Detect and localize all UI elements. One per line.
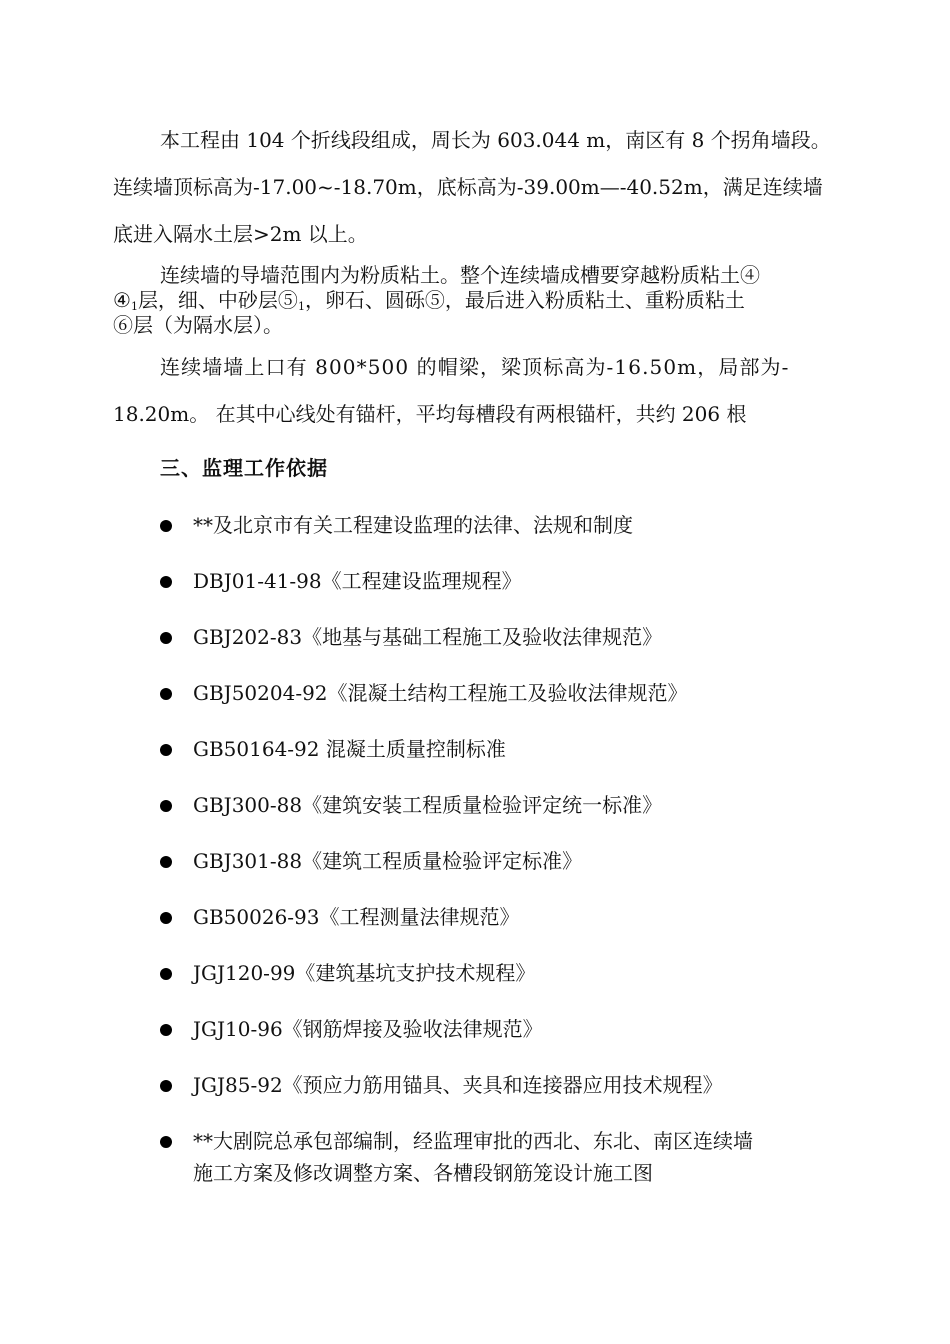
list-item-text: GBJ301-88《建筑工程质量检验评定标准》 <box>193 849 583 873</box>
bullet-icon <box>160 856 172 868</box>
section-heading: 三、监理工作依据 <box>160 456 328 480</box>
bullet-icon <box>160 576 172 588</box>
list-item-text-continued: 施工方案及修改调整方案、各槽段钢筋笼设计施工图 <box>193 1161 653 1185</box>
list-item-text: JGJ10-96《钢筋焊接及验收法律规范》 <box>193 1017 543 1041</box>
paragraph-1-line-3: 底进入隔水土层>2m 以上。 <box>113 222 368 246</box>
list-item-text: GBJ202-83《地基与基础工程施工及验收法律规范》 <box>193 625 663 649</box>
bullet-icon <box>160 1080 172 1092</box>
list-item-text: GB50026-93《工程测量法律规范》 <box>193 905 520 929</box>
bullet-icon <box>160 1136 172 1148</box>
bullet-icon <box>160 744 172 756</box>
paragraph-2-line-2-part-b: 层，细、中砂层⑤ <box>137 288 298 312</box>
bullet-icon <box>160 912 172 924</box>
list-item-text: JGJ120-99《建筑基坑支护技术规程》 <box>193 961 536 985</box>
bullet-icon <box>160 1024 172 1036</box>
list-item-text: **及北京市有关工程建设监理的法律、法规和制度 <box>193 513 633 537</box>
paragraph-2-line-2-part-a: ④ <box>113 288 131 312</box>
list-item-text: GBJ300-88《建筑安装工程质量检验评定统一标准》 <box>193 793 663 817</box>
list-item-text: DBJ01-41-98《工程建设监理规程》 <box>193 569 522 593</box>
paragraph-2-subscript-1: 1 <box>130 300 138 313</box>
bullet-icon <box>160 520 172 532</box>
list-item-text: GBJ50204-92《混凝土结构工程施工及验收法律规范》 <box>193 681 688 705</box>
bullet-icon <box>160 968 172 980</box>
bullet-icon <box>160 688 172 700</box>
list-item-text: GB50164-92 混凝土质量控制标准 <box>193 737 506 761</box>
paragraph-3-line-1-text: 连续墙墙上口有 800*500 的帽梁，梁顶标高为-16.50m，局部为- <box>160 355 790 379</box>
paragraph-1-line-2: 连续墙顶标高为-17.00~-18.70m，底标高为-39.00m—-40.52m，满足连续墙 <box>113 175 823 199</box>
list-item-text: JGJ85-92《预应力筋用锚具、夹具和连接器应用技术规程》 <box>193 1073 723 1097</box>
list-item-text: **大剧院总承包部编制，经监理审批的西北、东北、南区连续墙 <box>193 1129 753 1153</box>
paragraph-2-subscript-2: 1 <box>297 300 305 313</box>
paragraph-3-line-1 <box>160 354 836 380</box>
paragraph-2-line-3: ⑥层（为隔水层）。 <box>113 313 283 337</box>
paragraph-2-line-2-part-c: ，卵石、圆砾⑤，最后进入粉质粘土、重粉质粘土 <box>304 288 745 312</box>
paragraph-2-line-1: 连续墙的导墙范围内为粉质粘土。整个连续墙成槽要穿越粉质粘土④ <box>160 263 760 287</box>
bullet-icon <box>160 632 172 644</box>
paragraph-1-line-1: 本工程由 104 个折线段组成，周长为 603.044 m，南区有 8 个拐角墙段。 <box>160 128 831 152</box>
bullet-icon <box>160 800 172 812</box>
paragraph-3-line-2: 18.20m。 在其中心线处有锚杆，平均每槽段有两根锚杆，共约 206 根 <box>113 402 747 426</box>
